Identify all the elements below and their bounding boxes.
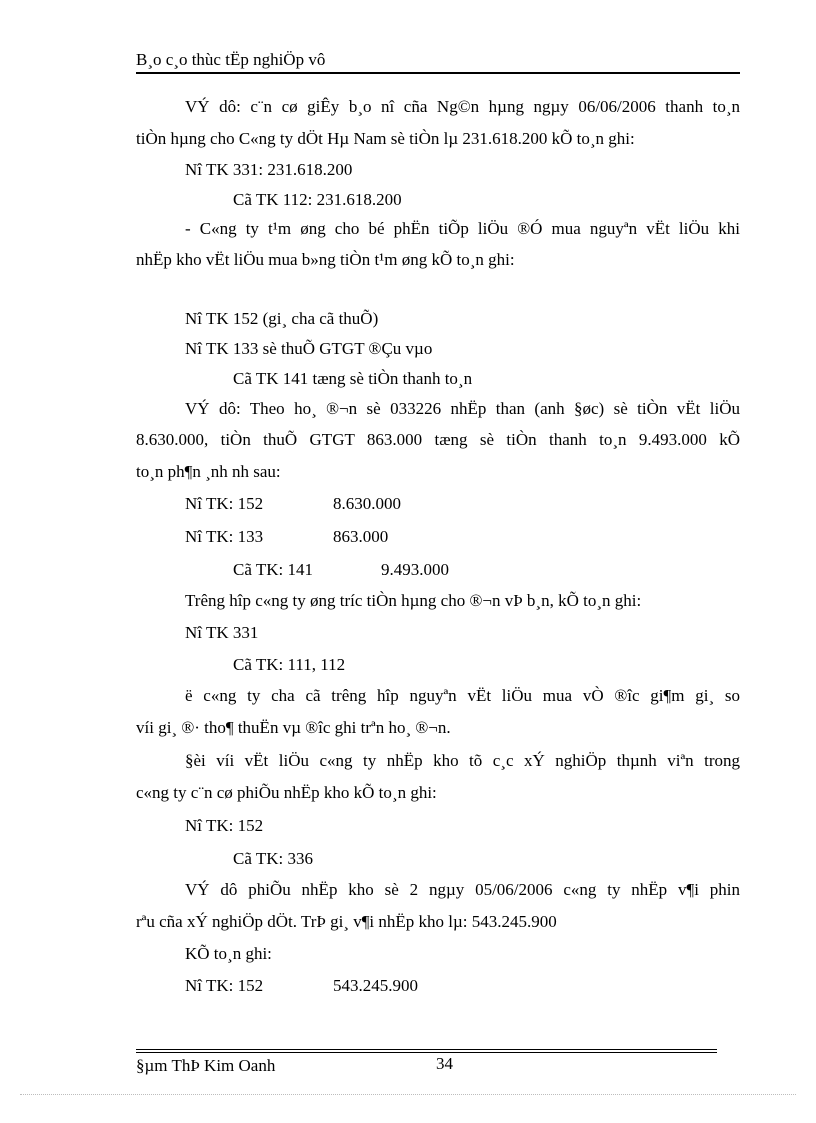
journal-entry	[185, 527, 263, 547]
paragraph-line: VÝ dô: Theo ho¸ ®¬n sè 033226 nhËp than (anh §øc) sè tiÒn vËt liÖu	[185, 399, 740, 418]
credit-entry: Cã TK 141 tæng sè tiÒn thanh to¸n	[233, 369, 473, 388]
credit-entry: Cã TK 112: 231.618.200	[233, 190, 402, 209]
paragraph-line: to¸n ph¶n ¸nh nh sau:	[136, 462, 281, 481]
paragraph-line: VÝ dô phiÕu nhËp kho sè 2 ngµy 05/06/2006 c«ng ty nhËp v¶i phin	[185, 880, 740, 899]
paragraph-line: VÝ dô: c¨n cø giÊy b¸o nî cña Ng©n hµng ngµy 06/06/2006 thanh to¸n	[185, 97, 740, 116]
paragraph-line: - C«ng ty t¹m øng cho bé phËn tiÕp liÖu ®Ó mua nguyªn vËt liÖu khi	[185, 219, 740, 238]
footer-divider	[136, 1049, 717, 1050]
entry-amount: 8.630.000	[333, 494, 401, 513]
debit-entry: Nî TK 331	[185, 623, 259, 642]
page-number: 34	[436, 1054, 453, 1073]
paragraph-line: c«ng ty c¨n cø phiÕu nhËp kho kÕ to¸n ghi:	[136, 783, 437, 802]
entry-amount: 9.493.000	[381, 560, 449, 579]
entry-account: Nî TK: 152	[185, 494, 264, 513]
debit-entry: Nî TK: 152	[185, 816, 264, 835]
credit-entry: Cã TK: 336	[233, 849, 313, 868]
page-header	[136, 50, 740, 74]
entry-account: Nî TK: 152	[185, 976, 264, 995]
paragraph-line: tiÒn hµng cho C«ng ty dÖt Hµ Nam sè tiÒn lµ 231.618.200 kÕ to¸n ghi:	[136, 129, 635, 148]
journal-entry	[185, 494, 263, 514]
paragraph-line: KÕ to¸n ghi:	[185, 944, 272, 963]
debit-entry: Nî TK 133 sè thuÕ GTGT ®Çu vµo	[185, 339, 433, 358]
header-title: B¸o c¸o thùc tËp nghiÖp vô	[136, 50, 326, 69]
debit-entry: Nî TK 331: 231.618.200	[185, 160, 353, 179]
paragraph-line: Trêng hîp c«ng ty øng tríc tiÒn hµng cho ®¬n vÞ b¸n, kÕ to¸n ghi:	[185, 591, 642, 610]
paragraph-line: 8.630.000, tiÒn thuÕ GTGT 863.000 tæng sè tiÒn thanh to¸n 9.493.000 kÕ	[136, 430, 740, 449]
footer-divider	[136, 1052, 717, 1053]
entry-account: Cã TK: 141	[233, 560, 313, 579]
entry-account: Nî TK: 133	[185, 527, 264, 546]
credit-entry: Cã TK: 111, 112	[233, 655, 346, 674]
paragraph-line: nhËp kho vËt liÖu mua b»ng tiÒn t¹m øng kÕ to¸n ghi:	[136, 250, 515, 269]
paragraph-line: §èi víi vËt liÖu c«ng ty nhËp kho tõ c¸c xÝ nghiÖp thµnh viªn trong	[185, 751, 740, 770]
entry-amount: 863.000	[333, 527, 389, 546]
journal-entry	[233, 560, 313, 580]
debit-entry: Nî TK 152 (gi¸ cha cã thuÕ)	[185, 309, 379, 328]
paragraph-line: ë c«ng ty cha cã trêng hîp nguyªn vËt liÖu mua vÒ ®îc gi¶m gi¸ so	[185, 686, 740, 705]
page-break-line	[20, 1094, 796, 1095]
journal-entry	[185, 976, 263, 996]
paragraph-line: víi gi¸ ®· tho¶ thuËn vµ ®îc ghi trªn ho¸ ®¬n.	[136, 718, 451, 737]
footer-author: §µm ThÞ Kim Oanh	[136, 1056, 276, 1075]
paragraph-line: rªu cña xÝ nghiÖp dÖt. TrÞ gi¸ v¶i nhËp kho lµ: 543.245.900	[136, 912, 557, 931]
entry-amount: 543.245.900	[333, 976, 418, 995]
